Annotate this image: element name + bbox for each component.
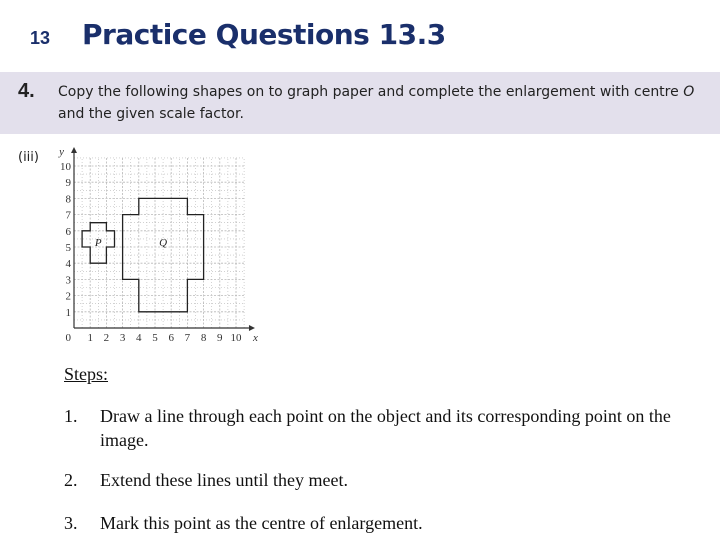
y-tick-label: 6	[65, 225, 71, 238]
x-tick-label: 7	[184, 332, 191, 344]
y-tick-label: 4	[65, 258, 71, 271]
x-tick-label: 6	[168, 332, 174, 344]
x-tick-label: 8	[200, 332, 207, 344]
step-text: Mark this point as the centre of enlargement.	[100, 513, 423, 533]
question-text-part1: Copy the following shapes on to graph paper and complete the enlargement with centre	[58, 84, 684, 100]
y-tick-label: 9	[65, 177, 71, 190]
x-tick-label: 5	[152, 332, 158, 344]
y-tick-label: 7	[65, 209, 71, 222]
x-axis-arrow	[249, 325, 255, 331]
part-label: (iii)	[18, 150, 39, 165]
question-text-part2: and the given scale factor.	[58, 106, 244, 122]
step-number: 1.	[64, 406, 78, 426]
y-tick-label: 2	[65, 290, 71, 303]
x-tick-label: 10	[230, 332, 242, 344]
page-title: Practice Questions 13.3	[82, 18, 446, 51]
x-tick-label: 2	[103, 332, 110, 344]
y-tick-label: 8	[65, 193, 71, 206]
y-tick-label: 5	[65, 242, 71, 254]
coordinate-grid	[52, 144, 262, 344]
origin-label: 0	[65, 332, 71, 344]
step-number: 3.	[64, 513, 78, 533]
x-tick-label: 3	[119, 332, 126, 344]
shape-q-label: Q	[159, 237, 168, 250]
step-number: 2.	[64, 470, 78, 490]
question-text	[58, 81, 698, 125]
step-text: Extend these lines until they meet.	[100, 470, 348, 490]
tick-labels	[58, 146, 258, 344]
x-axis-label: x	[252, 332, 258, 344]
question-number: 4.	[18, 80, 35, 102]
y-tick-label: 1	[65, 306, 71, 319]
y-axis-arrow	[71, 147, 77, 153]
centre-label: O	[683, 84, 695, 100]
step-text: Draw a line through each point on the object and its corresponding point on the image.	[100, 406, 671, 450]
x-tick-label: 4	[136, 332, 142, 344]
shape-p-label: P	[94, 237, 102, 250]
chapter-number: 13	[30, 28, 51, 48]
steps-heading: Steps:	[64, 364, 109, 384]
x-tick-label: 1	[87, 332, 93, 344]
x-tick-label: 9	[217, 332, 223, 344]
y-tick-label: 10	[60, 161, 71, 173]
y-axis-label: y	[59, 146, 64, 159]
y-tick-label: 3	[65, 274, 71, 287]
